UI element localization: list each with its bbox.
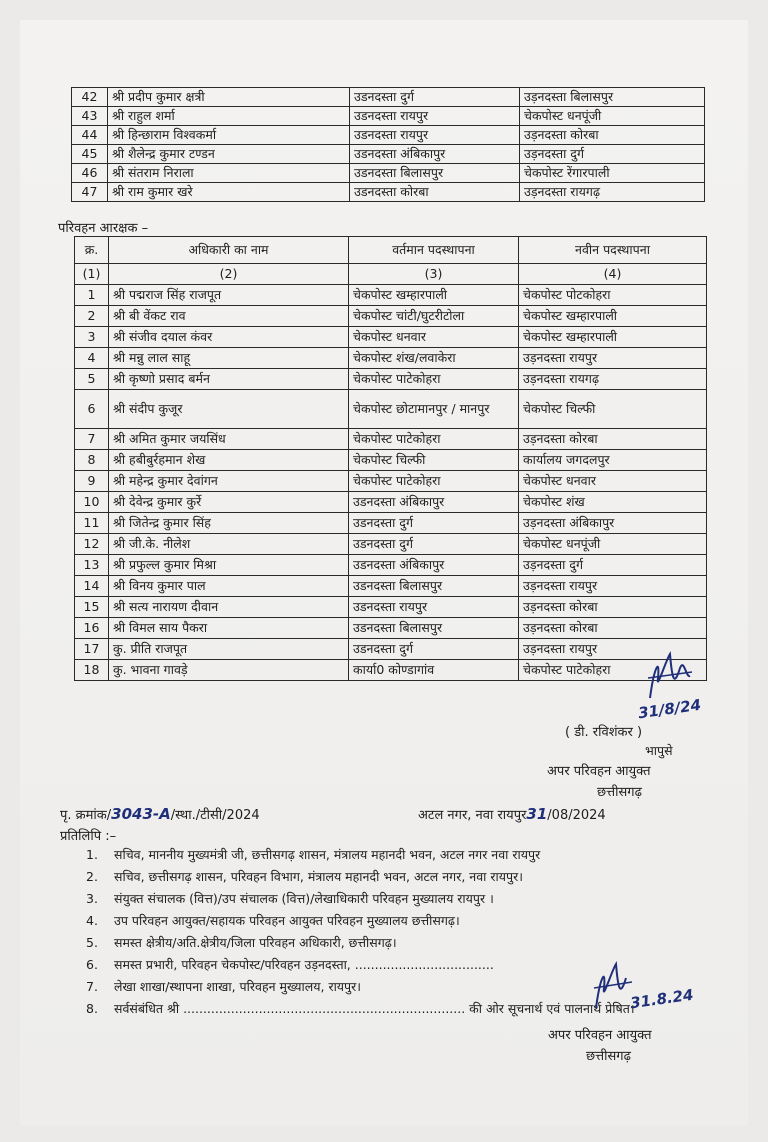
- serial-cell: 1: [75, 285, 109, 306]
- new-posting-cell: उड़नदस्ता कोरबा: [520, 126, 705, 145]
- copy-item-text: समस्त प्रभारी, परिवहन चेकपोस्ट/परिवहन उड़नदस्ता, ...................................: [114, 956, 494, 972]
- current-posting-cell: चेकपोस्ट पाटेकोहरा: [349, 471, 519, 492]
- new-posting-cell: चेकपोस्ट रेंगारपाली: [520, 164, 705, 183]
- new-posting-cell: उड़नदस्ता दुर्ग: [520, 145, 705, 164]
- table-row: [75, 306, 707, 327]
- copy-heading: प्रतिलिपि :–: [60, 829, 117, 844]
- serial-cell: 11: [75, 513, 109, 534]
- officer-name-cell: श्री राहुल शर्मा: [108, 107, 350, 126]
- table-row: [75, 555, 707, 576]
- table-row: [75, 369, 707, 390]
- header-current-posting: वर्तमान पदस्थापना: [349, 237, 519, 264]
- officer-name-cell: श्री राम कुमार खरे: [108, 183, 350, 202]
- new-posting-cell: चेकपोस्ट शंख: [519, 492, 707, 513]
- serial-cell: 18: [75, 660, 109, 681]
- col-number-1: (1): [75, 264, 109, 285]
- current-posting-cell: चेकपोस्ट शंख/लवाकेरा: [349, 348, 519, 369]
- col-number-4: (4): [519, 264, 707, 285]
- serial-cell: 8: [75, 450, 109, 471]
- serial-cell: 16: [75, 618, 109, 639]
- officer-name-cell: श्री हबीबुर्रहमान शेख: [109, 450, 349, 471]
- copy-item-text: सचिव, छत्तीसगढ़ शासन, परिवहन विभाग, मंत्रालय महानदी भवन, अटल नगर, नवा रायपुर।: [114, 868, 523, 884]
- table-row: [75, 390, 707, 429]
- officer-name-cell: श्री प्रफुल्ल कुमार मिश्रा: [109, 555, 349, 576]
- new-posting-cell: उड़नदस्ता रायपुर: [519, 576, 707, 597]
- table-row: [75, 285, 707, 306]
- signature-mark: [640, 648, 700, 704]
- copy-item-text: सर्वसंबंधित श्री ....................................................................... की ओर सूचनार्थ एवं पालनार्थ प्रेषित।: [114, 1000, 635, 1016]
- current-posting-cell: उडनदस्ता दुर्ग: [349, 534, 519, 555]
- table-row: [75, 618, 707, 639]
- new-posting-cell: उड़नदस्ता बिलासपुर: [520, 88, 705, 107]
- current-posting-cell: चेकपोस्ट चांटी/घुटरीटोला: [349, 306, 519, 327]
- serial-cell: 14: [75, 576, 109, 597]
- table-row: [75, 534, 707, 555]
- serial-cell: 3: [75, 327, 109, 348]
- table-row: [72, 183, 705, 202]
- serial-cell: 45: [72, 145, 108, 164]
- copy-list-item: [86, 865, 635, 887]
- copy-list-item: [86, 931, 635, 953]
- new-posting-cell: उड़नदस्ता दुर्ग: [519, 555, 707, 576]
- officer-name-cell: श्री संदीप कुजूर: [109, 390, 349, 429]
- current-posting-cell: कार्या0 कोण्डागांव: [349, 660, 519, 681]
- header-new-posting: नवीन पदस्थापना: [519, 237, 707, 264]
- new-posting-cell: चेकपोस्ट धनपूंजी: [520, 107, 705, 126]
- new-posting-cell: उड़नदस्ता अंबिकापुर: [519, 513, 707, 534]
- copy-item-number: 2.: [86, 868, 98, 884]
- serial-cell: 42: [72, 88, 108, 107]
- serial-cell: 44: [72, 126, 108, 145]
- new-posting-cell: उड़नदस्ता रायगढ़: [519, 369, 707, 390]
- officer-name-cell: श्री सत्य नारायण दीवान: [109, 597, 349, 618]
- table-row: [72, 88, 705, 107]
- current-posting-cell: चेकपोस्ट छोटामानपुर / मानपुर: [349, 390, 519, 429]
- officer-name-cell: श्री जी.के. नीलेश: [109, 534, 349, 555]
- table-row: [75, 327, 707, 348]
- copy-item-text: संयुक्त संचालक (वित्त)/उप संचालक (वित्त)/लेखाधिकारी परिवहन मुख्यालय रायपुर ।: [114, 890, 494, 906]
- serial-cell: 5: [75, 369, 109, 390]
- officer-name-cell: श्री विनय कुमार पाल: [109, 576, 349, 597]
- officer-name-cell: श्री मन्नु लाल साहू: [109, 348, 349, 369]
- officer-name-cell: श्री पद्मराज सिंह राजपूत: [109, 285, 349, 306]
- current-posting-cell: उडनदस्ता दुर्ग: [349, 639, 519, 660]
- serial-cell: 7: [75, 429, 109, 450]
- current-posting-cell: उडनदस्ता दुर्ग: [350, 88, 520, 107]
- table-row: [72, 126, 705, 145]
- copy-item-text: लेखा शाखा/स्थापना शाखा, परिवहन मुख्यालय, रायपुर।: [114, 978, 362, 994]
- current-posting-cell: चेकपोस्ट खम्हारपाली: [349, 285, 519, 306]
- new-posting-cell: उड़नदस्ता रायपुर: [519, 639, 707, 660]
- table-row: [75, 576, 707, 597]
- copy-item-number: 3.: [86, 890, 98, 906]
- officer-name-cell: श्री शैलेन्द्र कुमार टण्डन: [108, 145, 350, 164]
- current-posting-cell: उडनदस्ता बिलासपुर: [349, 576, 519, 597]
- current-posting-cell: उडनदस्ता बिलासपुर: [349, 618, 519, 639]
- serial-cell: 9: [75, 471, 109, 492]
- officer-name-cell: कु. भावना गावड़े: [109, 660, 349, 681]
- signatory-service: भापुसे: [645, 743, 673, 758]
- table-row: [75, 492, 707, 513]
- header-officer-name: अधिकारी का नाम: [109, 237, 349, 264]
- new-posting-cell: कार्यालय जगदलपुर: [519, 450, 707, 471]
- officer-name-cell: श्री अमित कुमार जयसिंध: [109, 429, 349, 450]
- table-row: [72, 145, 705, 164]
- officer-name-cell: श्री जितेन्द्र कुमार सिंह: [109, 513, 349, 534]
- officer-name-cell: श्री संतराम निराला: [108, 164, 350, 183]
- handwritten-day: 31: [526, 805, 548, 823]
- officer-name-cell: श्री हिन्छाराम विश्वकर्मा: [108, 126, 350, 145]
- current-posting-cell: उडनदस्ता कोरबा: [350, 183, 520, 202]
- officer-name-cell: श्री देवेन्द्र कुमार कुर्रे: [109, 492, 349, 513]
- signatory-state: छत्तीसगढ़: [597, 785, 642, 800]
- new-posting-cell: चेकपोस्ट पाटेकोहरा: [519, 660, 707, 681]
- copy-item-number: 4.: [86, 912, 98, 928]
- serial-cell: 12: [75, 534, 109, 555]
- new-posting-cell: चेकपोस्ट चिल्फी: [519, 390, 707, 429]
- copy-list-item: [86, 909, 635, 931]
- officer-name-cell: श्री कृष्णो प्रसाद बर्मन: [109, 369, 349, 390]
- current-posting-cell: चेकपोस्ट पाटेकोहरा: [349, 369, 519, 390]
- col-number-2: (2): [109, 264, 349, 285]
- new-posting-cell: उड़नदस्ता रायपुर: [519, 348, 707, 369]
- new-posting-cell: उड़नदस्ता कोरबा: [519, 618, 707, 639]
- copy-list: [86, 843, 635, 1019]
- header-serial: क्र.: [75, 237, 109, 264]
- copy-list-item: [86, 887, 635, 909]
- reference-number: पृ. क्रमांक/3043-A/स्था./टीसी/2024: [60, 805, 260, 823]
- current-posting-cell: चेकपोस्ट चिल्फी: [349, 450, 519, 471]
- serial-cell: 47: [72, 183, 108, 202]
- current-posting-cell: उडनदस्ता अंबिकापुर: [349, 555, 519, 576]
- new-posting-cell: उड़नदस्ता कोरबा: [519, 597, 707, 618]
- signatory-designation: अपर परिवहन आयुक्त: [547, 764, 651, 779]
- copy-list-item: [86, 843, 635, 865]
- table-row: [75, 660, 707, 681]
- officer-name-cell: श्री प्रदीप कुमार क्षत्री: [108, 88, 350, 107]
- serial-cell: 13: [75, 555, 109, 576]
- copy-list-item: [86, 975, 635, 997]
- current-posting-cell: उडनदस्ता रायपुर: [350, 126, 520, 145]
- new-posting-cell: चेकपोस्ट धनपूंजी: [519, 534, 707, 555]
- handwritten-date: 31/8/24: [637, 695, 703, 723]
- table-row: [72, 107, 705, 126]
- copy-item-text: सचिव, माननीय मुख्यमंत्री जी, छत्तीसगढ़ शासन, मंत्रालय महानदी भवन, अटल नगर नवा रायपुर: [114, 846, 541, 862]
- serial-cell: 17: [75, 639, 109, 660]
- serial-cell: 10: [75, 492, 109, 513]
- new-posting-cell: उड़नदस्ता कोरबा: [519, 429, 707, 450]
- copy-item-number: 1.: [86, 846, 98, 862]
- handwritten-ref-no: 3043-A: [111, 805, 171, 823]
- transfer-table-constables: [74, 236, 707, 681]
- serial-cell: 2: [75, 306, 109, 327]
- officer-name-cell: श्री विमल साय पैकरा: [109, 618, 349, 639]
- place-date: अटल नगर, नवा रायपुर31/08/2024: [418, 805, 606, 823]
- officer-name-cell: श्री बी वेंकट राव: [109, 306, 349, 327]
- current-posting-cell: उडनदस्ता अंबिकापुर: [349, 492, 519, 513]
- table-row: [75, 348, 707, 369]
- section-title: परिवहन आरक्षक –: [58, 221, 149, 236]
- transfer-table-continued: [71, 87, 705, 202]
- table-row: [75, 429, 707, 450]
- copy-item-text: समस्त क्षेत्रीय/अति.क्षेत्रीय/जिला परिवहन अधिकारी, छत्तीसगढ़।: [114, 934, 397, 950]
- officer-name-cell: श्री संजीव दयाल कंवर: [109, 327, 349, 348]
- table-row: [75, 471, 707, 492]
- footer-handwritten-date: 31.8.24: [629, 985, 695, 1013]
- new-posting-cell: चेकपोस्ट पोटकोहरा: [519, 285, 707, 306]
- current-posting-cell: उडनदस्ता रायपुर: [350, 107, 520, 126]
- table-row: [75, 513, 707, 534]
- current-posting-cell: चेकपोस्ट पाटेकोहरा: [349, 429, 519, 450]
- footer-state: छत्तीसगढ़: [586, 1049, 631, 1064]
- officer-name-cell: कु. प्रीति राजपूत: [109, 639, 349, 660]
- table-row: [75, 639, 707, 660]
- new-posting-cell: चेकपोस्ट खम्हारपाली: [519, 327, 707, 348]
- current-posting-cell: उडनदस्ता अंबिकापुर: [350, 145, 520, 164]
- new-posting-cell: चेकपोस्ट खम्हारपाली: [519, 306, 707, 327]
- serial-cell: 6: [75, 390, 109, 429]
- copy-item-number: 7.: [86, 978, 98, 994]
- copy-item-number: 5.: [86, 934, 98, 950]
- signatory-name: ( डी. रविशंकर ): [565, 725, 643, 740]
- current-posting-cell: उडनदस्ता बिलासपुर: [350, 164, 520, 183]
- table-row: [75, 597, 707, 618]
- new-posting-cell: उड़नदस्ता रायगढ़: [520, 183, 705, 202]
- footer-designation: अपर परिवहन आयुक्त: [548, 1028, 652, 1043]
- current-posting-cell: चेकपोस्ट धनवार: [349, 327, 519, 348]
- serial-cell: 43: [72, 107, 108, 126]
- copy-item-number: 8.: [86, 1000, 98, 1016]
- serial-cell: 46: [72, 164, 108, 183]
- table-row: [72, 164, 705, 183]
- officer-name-cell: श्री महेन्द्र कुमार देवांगन: [109, 471, 349, 492]
- serial-cell: 15: [75, 597, 109, 618]
- table-row: [75, 450, 707, 471]
- current-posting-cell: उडनदस्ता दुर्ग: [349, 513, 519, 534]
- copy-item-text: उप परिवहन आयुक्त/सहायक परिवहन आयुक्त परिवहन मुख्यालय छत्तीसगढ़।: [114, 912, 460, 928]
- serial-cell: 4: [75, 348, 109, 369]
- copy-item-number: 6.: [86, 956, 98, 972]
- copy-list-item: [86, 997, 635, 1019]
- copy-list-item: [86, 953, 635, 975]
- new-posting-cell: चेकपोस्ट धनवार: [519, 471, 707, 492]
- current-posting-cell: उडनदस्ता रायपुर: [349, 597, 519, 618]
- col-number-3: (3): [349, 264, 519, 285]
